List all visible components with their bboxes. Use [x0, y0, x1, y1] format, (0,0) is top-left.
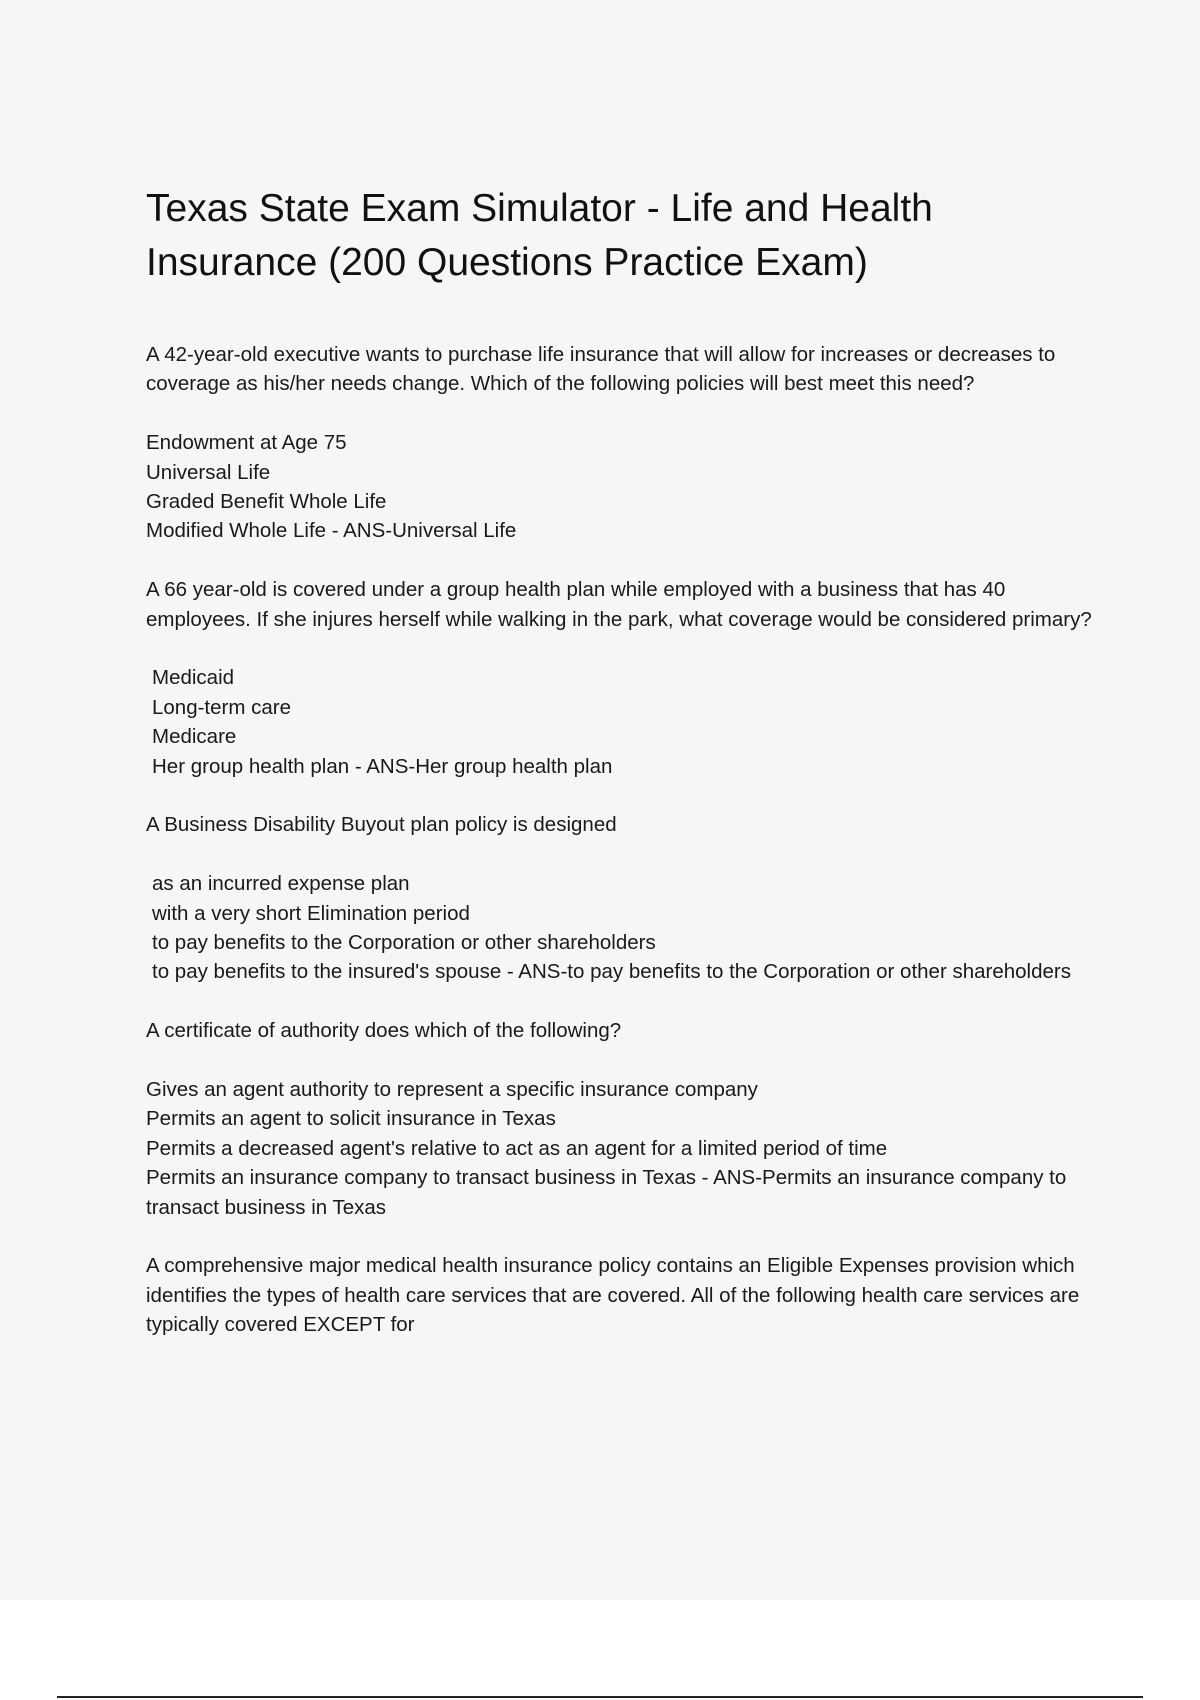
question-block-1	[146, 340, 1096, 546]
answer-option: Permits an agent to solicit insurance in Texas	[146, 1107, 556, 1131]
answer-option: as an incurred expense plan	[152, 872, 410, 896]
answer-option: Graded Benefit Whole Life	[146, 490, 387, 514]
document-content	[146, 182, 1096, 1369]
question-text: A 42-year-old executive wants to purchase life insurance that will allow for increases or decreases to coverage as his/her needs change. Which of the following policies will best meet this need?	[146, 343, 1056, 396]
answer-options	[146, 663, 1096, 781]
question-block-4	[146, 1016, 1096, 1222]
answer-option: Permits a decreased agent's relative to act as an agent for a limited period of time	[146, 1136, 888, 1160]
answer-option-with-answer: Permits an insurance company to transact business in Texas - ANS-Permits an insurance company to transact business in Texas	[146, 1166, 1067, 1219]
answer-options	[146, 428, 1096, 546]
answer-option-with-answer: Her group health plan - ANS-Her group health plan	[152, 754, 613, 778]
question-text: A comprehensive major medical health insurance policy contains an Eligible Expenses provision which identifies the types of health care services that are covered. All of the following health care services are typically covered EXCEPT for	[146, 1254, 1080, 1337]
answer-option: with a very short Elimination period	[152, 901, 470, 925]
answer-option: Medicaid	[152, 666, 235, 690]
page-divider	[57, 1696, 1143, 1698]
answer-option: Universal Life	[146, 460, 271, 484]
answer-option: Long-term care	[152, 695, 292, 719]
question-block-2	[146, 575, 1096, 781]
document-title: Texas State Exam Simulator - Life and Health Insurance (200 Questions Practice Exam)	[146, 187, 933, 284]
answer-options	[146, 869, 1096, 987]
question-block-3	[146, 810, 1096, 986]
answer-options	[146, 1075, 1096, 1222]
answer-option: Endowment at Age 75	[146, 431, 347, 455]
question-block-5	[146, 1251, 1096, 1339]
answer-option-with-answer: to pay benefits to the insured's spouse - ANS-to pay benefits to the Corporation or other shareholders	[152, 960, 1071, 984]
question-text: A Business Disability Buyout plan policy is designed	[146, 813, 617, 837]
question-text: A 66 year-old is covered under a group health plan while employed with a business that has 40 employees. If she injures herself while walking in the park, what coverage would be considered primary?	[146, 578, 1092, 631]
answer-option: Gives an agent authority to represent a specific insurance company	[146, 1078, 758, 1102]
answer-option: to pay benefits to the Corporation or other shareholders	[152, 931, 656, 955]
question-text: A certificate of authority does which of the following?	[146, 1019, 622, 1043]
answer-option-with-answer: Modified Whole Life - ANS-Universal Life	[146, 519, 517, 543]
answer-option: Medicare	[152, 725, 237, 749]
